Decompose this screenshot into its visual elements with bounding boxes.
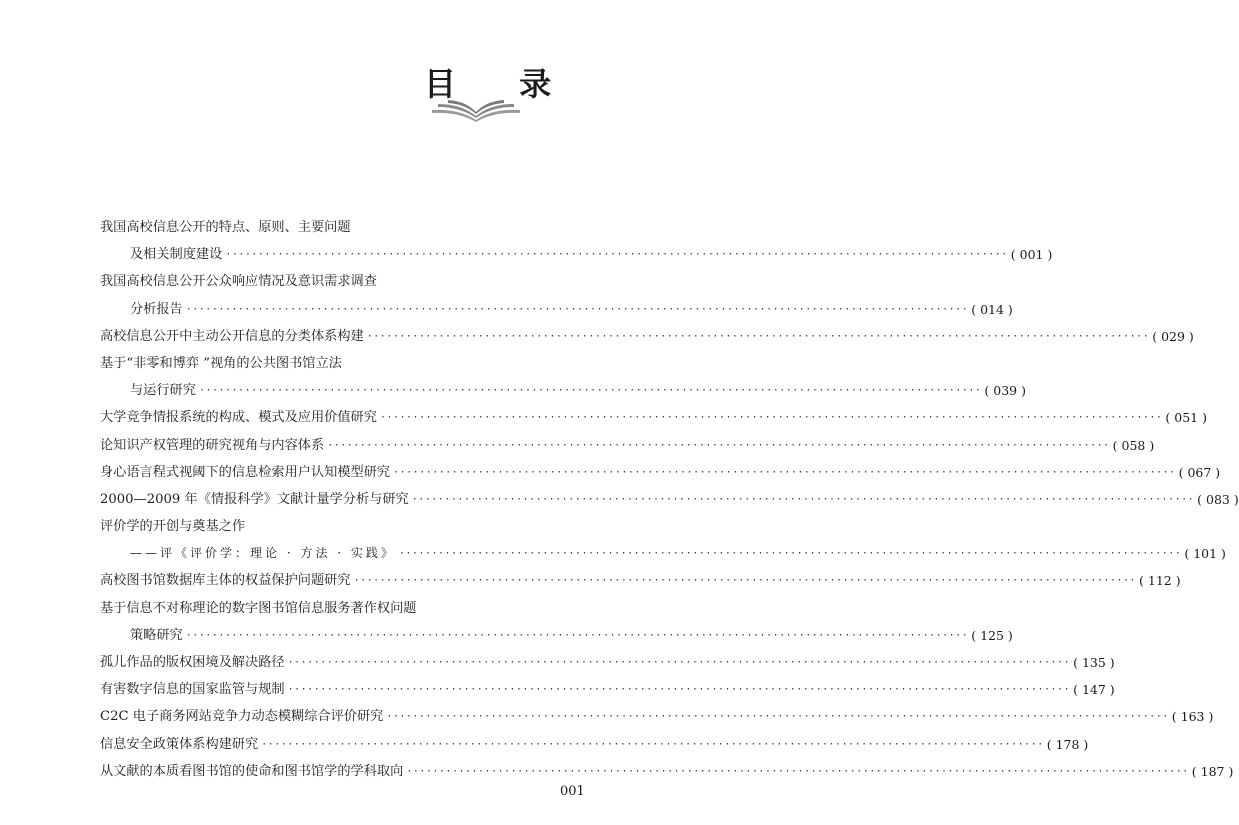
toc-leader-dots: ························································································································ [287,657,1071,668]
toc-entry-title: 与运行研究 [130,383,196,399]
toc-heading: 目 录 [424,65,578,103]
toc-entry [100,649,1115,676]
toc-entry [100,296,1013,323]
toc-entry [100,486,1239,513]
toc-entry [100,214,519,241]
toc-entry [100,404,1207,431]
toc-entry-title: 基于信息不对称理论的数字图书馆信息服务著作权问题 [100,600,417,616]
toc-leader-dots: ························································································································ [406,765,1189,777]
toc-entry [100,703,1214,730]
toc-entry-title: 从文献的本质看图书馆的使命和图书馆学的学科取向 [100,763,404,779]
toc-entry [100,595,519,622]
toc-entry-title: C2C 电子商务网站竞争力动态模糊综合评价研究 [100,709,384,725]
toc-entry-page: ( 147 ) [1073,682,1115,698]
toc-entry [100,323,1194,350]
toc-entry [100,540,1226,567]
page-number: 001 [560,784,585,799]
toc-entry-title: ——评《评价学：理论 · 方法 · 实践》 [130,546,396,561]
toc-entry-page: ( 125 ) [971,627,1013,643]
toc-leader-dots: ························································································································ [327,439,1110,451]
toc-entry-page: ( 051 ) [1165,410,1207,426]
toc-leader-dots: ························································································································ [411,493,1195,505]
toc-leader-dots: ························································································································ [225,249,1008,261]
toc-leader-dots: ························································································································ [386,711,1169,723]
toc-entry [100,350,519,377]
toc-entry [100,622,1013,649]
toc-entry-title: 及相关制度建设 [130,247,223,263]
toc-entry-title: 2000—2009 年《情报科学》文献计量学分析与研究 [100,491,409,507]
toc-entry-page: ( 001 ) [1010,247,1053,263]
toc-entry-title: 大学竞争情报系统的构成、模式及应用价值研究 [100,410,377,426]
toc-entry-page: ( 058 ) [1112,437,1155,453]
toc-leader-dots: ························································································································ [185,629,969,641]
toc-entry [100,268,519,295]
toc-entry-title: 我国高校信息公开公众响应情况及意识需求调查 [100,274,377,290]
toc-leader-dots: ························································································································ [287,684,1071,696]
toc-entry-title: 分析报告 [130,301,183,317]
open-book-icon [428,100,524,122]
toc-entry-page: ( 163 ) [1171,709,1214,725]
toc-entry-title: 有害数字信息的国家监管与规制 [100,682,285,698]
toc-entry [100,513,519,540]
toc-entry-page: ( 067 ) [1178,464,1221,480]
toc-entry [100,459,1221,486]
toc-entry [100,377,1026,404]
toc-entry-page: ( 187 ) [1191,763,1234,779]
toc-leader-dots: ························································································································ [398,548,1182,560]
toc-leader-dots: ························································································································ [353,575,1137,587]
toc-entry [100,731,1089,758]
toc-entry [100,432,1155,459]
toc-leader-dots: ························································································································ [261,738,1044,750]
toc-entry [100,758,1234,785]
toc-entry [100,567,1181,594]
toc-entry-page: ( 014 ) [971,301,1013,317]
toc-entry-title: 基于“非零和博弈 ”视角的公共图书馆立法 [100,355,342,371]
toc-leader-dots: ························································································································ [185,303,969,315]
toc-entry-page: ( 029 ) [1152,328,1194,344]
toc-entry-title: 高校图书馆数据库主体的权益保护问题研究 [100,573,351,589]
toc-entry-title: 我国高校信息公开的特点、原则、主要问题 [100,220,351,235]
toc-list [100,214,1239,785]
toc-entry [100,241,1053,268]
toc-entry-title: 孤儿作品的版权困境及解决路径 [100,655,285,670]
toc-entry-title: 信息安全政策体系构建研究 [100,736,259,752]
toc-entry-page: ( 083 ) [1197,491,1239,507]
toc-leader-dots: ························································································································ [198,385,982,397]
toc-entry-page: ( 135 ) [1073,655,1115,670]
toc-entry [100,676,1115,703]
toc-leader-dots: ························································································································ [393,466,1176,478]
toc-entry-page: ( 101 ) [1184,546,1226,562]
toc-entry-title: 身心语言程式视阈下的信息检索用户认知模型研究 [100,464,391,480]
toc-entry-page: ( 039 ) [984,383,1026,399]
toc-entry-title: 论知识产权管理的研究视角与内容体系 [100,437,325,453]
toc-entry-title: 策略研究 [130,627,183,643]
toc-leader-dots: ························································································································ [366,330,1150,342]
toc-leader-dots: ························································································································ [379,412,1163,424]
toc-entry-title: 评价学的开创与奠基之作 [100,519,246,535]
toc-entry-page: ( 178 ) [1046,736,1089,752]
toc-entry-page: ( 112 ) [1139,573,1181,589]
toc-entry-title: 高校信息公开中主动公开信息的分类体系构建 [100,328,364,344]
